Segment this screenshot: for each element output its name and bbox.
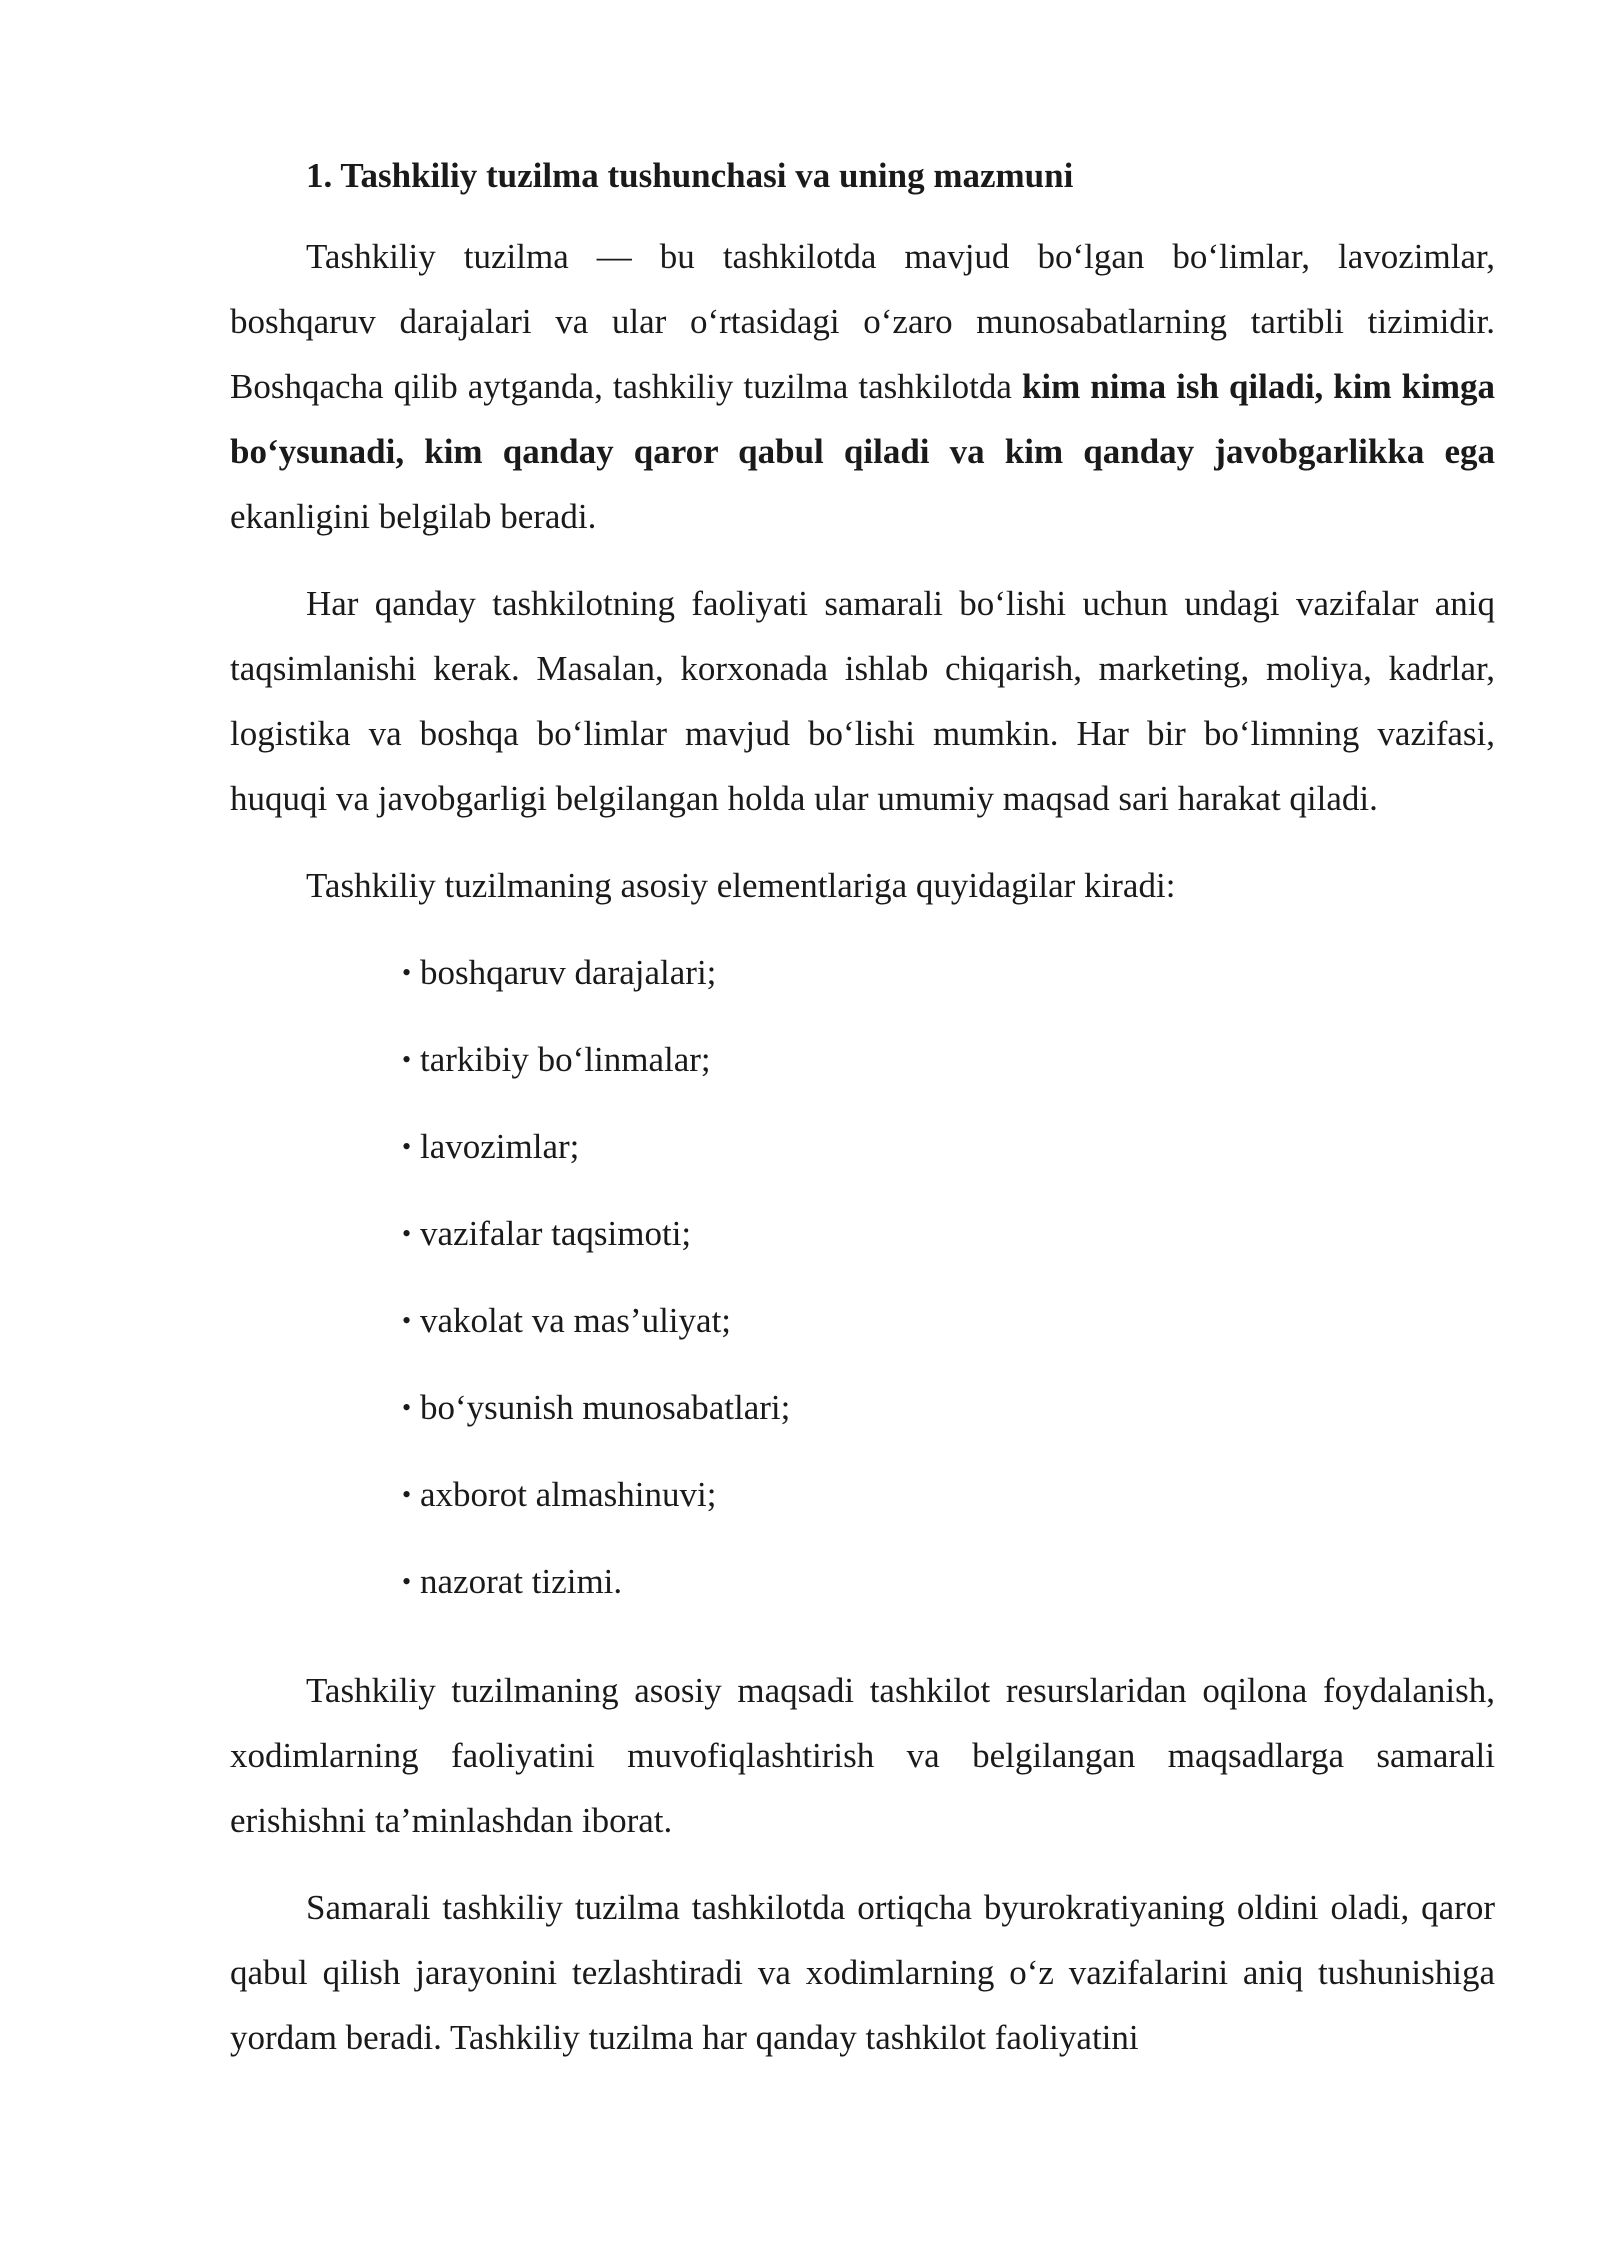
bullet-icon: • [402,1132,412,1161]
bullet-icon: • [402,1306,412,1335]
section-heading: 1. Tashkiliy tuzilma tushunchasi va uning mazmuni [306,156,1074,195]
list-item [230,1201,1495,1288]
paragraph-elements-intro: Tashkiliy tuzilmaning asosiy elementlariga quyidagilar kiradi: [306,866,1176,905]
paragraph-effective-structure: Samarali tashkiliy tuzilma tashkilotda ortiqcha byurokratiyaning oldini oladi, qaror qabul qilish jarayonini tezlashtiradi va xodimlarning o‘z vazifalarini aniq tushunishiga yordam beradi. Tashkiliy tuzilma har qanday tashkilot faoliyatini [230,1888,1495,2057]
list-item-text: tarkibiy bo‘linmalar; [420,1040,711,1079]
list-item [230,1375,1495,1462]
list-item-text: vakolat va mas’uliyat; [420,1301,732,1340]
list-item [230,1114,1495,1201]
list-item-text: vazifalar taqsimoti; [420,1214,692,1253]
document-body [230,150,1495,2092]
bullet-icon: • [402,1480,412,1509]
list-item-text: lavozimlar; [420,1127,580,1166]
list-item-text: boshqaruv darajalari; [420,953,717,992]
bullet-icon: • [402,1219,412,1248]
list-item [230,1549,1495,1636]
list-item-text: nazorat tizimi. [420,1562,623,1601]
list-item-text: axborot almashinuvi; [420,1475,717,1514]
list-item [230,1288,1495,1375]
list-item [230,1027,1495,1114]
paragraph-definition-text-b: ekanligini belgilab beradi. [230,497,597,536]
bullet-icon: • [402,1567,412,1596]
paragraph-definition-bold: kim nima ish qiladi, kim kimga bo‘ysunadi, kim qanday qaror qabul qiladi va kim qanday javobgarlikka ega [230,367,1495,471]
bullet-icon: • [402,958,412,987]
paragraph-definition-text-a: Tashkiliy tuzilma — bu tashkilotda mavjud bo‘lgan bo‘limlar, lavozimlar, boshqaruv darajalari va ular o‘rtasidagi o‘zaro munosabatlarning tartibli tizimidir. Boshqacha qilib aytganda, tashkiliy tuzilma tashkilotda [230,237,1495,406]
paragraph-distribution: Har qanday tashkilotning faoliyati samarali bo‘lishi uchun undagi vazifalar aniq taqsimlanishi kerak. Masalan, korxonada ishlab chiqarish, marketing, moliya, kadrlar, logistika va boshqa bo‘limlar mavjud bo‘lishi mumkin. Har bir bo‘limning vazifasi, huquqi va javobgarligi belgilangan holda ular umumiy maqsad sari harakat qiladi. [230,584,1495,818]
bullet-icon: • [402,1393,412,1422]
bullet-icon: • [402,1045,412,1074]
list-item-text: bo‘ysunish munosabatlari; [420,1388,791,1427]
list-item [230,940,1495,1027]
paragraph-definition [230,224,1495,549]
paragraph-purpose: Tashkiliy tuzilmaning asosiy maqsadi tashkilot resurslaridan oqilona foydalanish, xodimlarning faoliyatini muvofiqlashtirish va belgilangan maqsadlarga samarali erishishni ta’minlashdan iborat. [230,1671,1495,1840]
elements-list [230,940,1495,1636]
list-item [230,1462,1495,1549]
